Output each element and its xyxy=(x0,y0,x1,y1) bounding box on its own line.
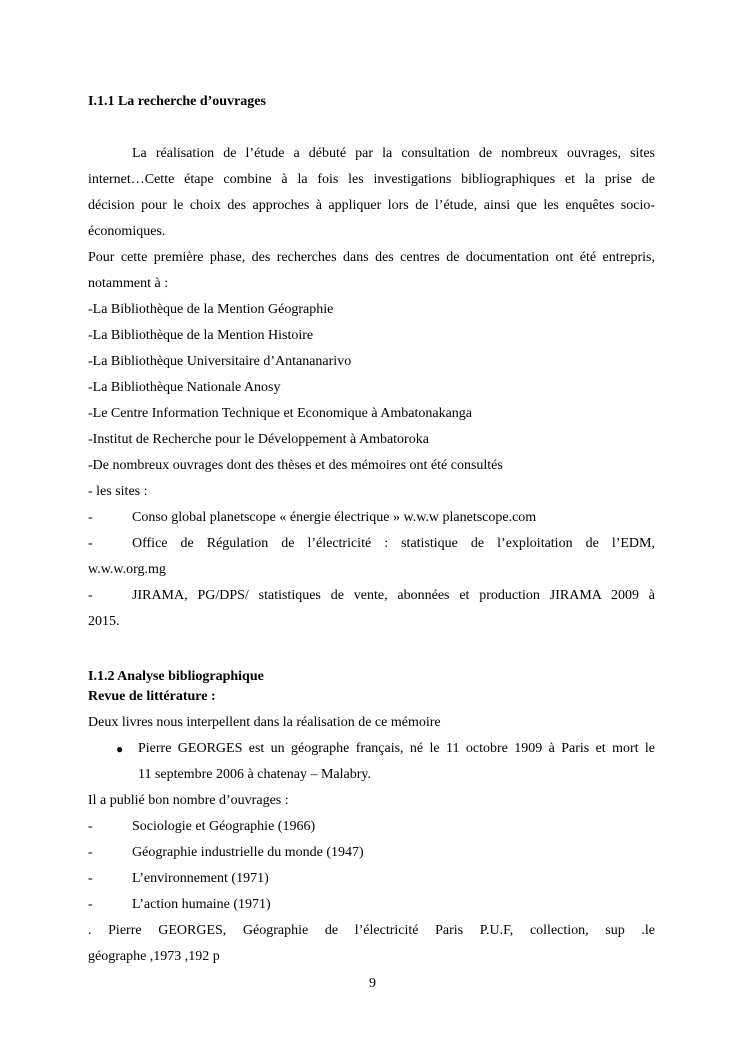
list-item: -Le Centre Information Technique et Economique à Ambatonakanga xyxy=(88,406,473,421)
dash-marker: - xyxy=(88,897,93,912)
paragraph-line: Pour cette première phase, des recherches dans des centres de documentation ont été entrepris, xyxy=(88,250,655,265)
site-item: JIRAMA, PG/DPS/ statistiques de vente, abonnées et production JIRAMA 2009 à xyxy=(132,588,655,603)
work-item: Géographie industrielle du monde (1947) xyxy=(132,845,364,860)
reference-line-continued: géographe ,1973 ,192 p xyxy=(88,949,220,964)
bullet-icon: ● xyxy=(116,742,124,756)
site-item: Conso global planetscope « énergie électrique » w.w.w planetscope.com xyxy=(132,510,537,525)
work-item: Sociologie et Géographie (1966) xyxy=(132,819,316,834)
paragraph-line: notamment à : xyxy=(88,276,169,291)
dash-marker: - xyxy=(88,588,93,603)
list-item: -De nombreux ouvrages dont des thèses et des mémoires ont été consultés xyxy=(88,458,503,473)
site-item-continued: w.w.w.org.mg xyxy=(88,562,166,577)
list-item: -La Bibliothèque Universitaire d’Antananarivo xyxy=(88,354,352,369)
paragraph-line: La réalisation de l’étude a débuté par la consultation de nombreux ouvrages, sites xyxy=(132,146,655,161)
section-heading-1-1-1: I.1.1 La recherche d’ouvrages xyxy=(88,94,266,109)
list-item: -Institut de Recherche pour le Développement à Ambatoroka xyxy=(88,432,429,447)
work-item: L’environnement (1971) xyxy=(132,871,269,886)
dash-marker: - xyxy=(88,845,93,860)
paragraph-line: économiques. xyxy=(88,224,166,239)
reference-line: . Pierre GEORGES, Géographie de l’électricité Paris P.U.F, collection, sup .le xyxy=(88,923,655,938)
paragraph-line: Deux livres nous interpellent dans la réalisation de ce mémoire xyxy=(88,715,441,730)
dash-marker: - xyxy=(88,510,93,525)
paragraph-line: décision pour le choix des approches à appliquer lors de l’étude, ainsi que les enquêtes socio- xyxy=(88,198,655,213)
work-item: L’action humaine (1971) xyxy=(132,897,271,912)
subheading-revue: Revue de littérature : xyxy=(88,689,216,704)
dash-marker: - xyxy=(88,819,93,834)
page-number: 9 xyxy=(369,976,376,991)
list-item: -La Bibliothèque Nationale Anosy xyxy=(88,380,281,395)
list-item: - les sites : xyxy=(88,484,148,499)
section-heading-1-1-2: I.1.2 Analyse bibliographique xyxy=(88,669,264,684)
list-item: -La Bibliothèque de la Mention Histoire xyxy=(88,328,314,343)
paragraph-line: internet…Cette étape combine à la fois les investigations bibliographiques et la prise de xyxy=(88,172,655,187)
bullet-item-continued: 11 septembre 2006 à chatenay – Malabry. xyxy=(138,767,371,782)
dash-marker: - xyxy=(88,536,93,551)
site-item: Office de Régulation de l’électricité : statistique de l’exploitation de l’EDM, xyxy=(132,536,655,551)
list-item: -La Bibliothèque de la Mention Géographie xyxy=(88,302,334,317)
paragraph-line: Il a publié bon nombre d’ouvrages : xyxy=(88,793,289,808)
site-item-continued: 2015. xyxy=(88,614,120,629)
dash-marker: - xyxy=(88,871,93,886)
bullet-item: Pierre GEORGES est un géographe français, né le 11 octobre 1909 à Paris et mort le xyxy=(138,741,655,756)
